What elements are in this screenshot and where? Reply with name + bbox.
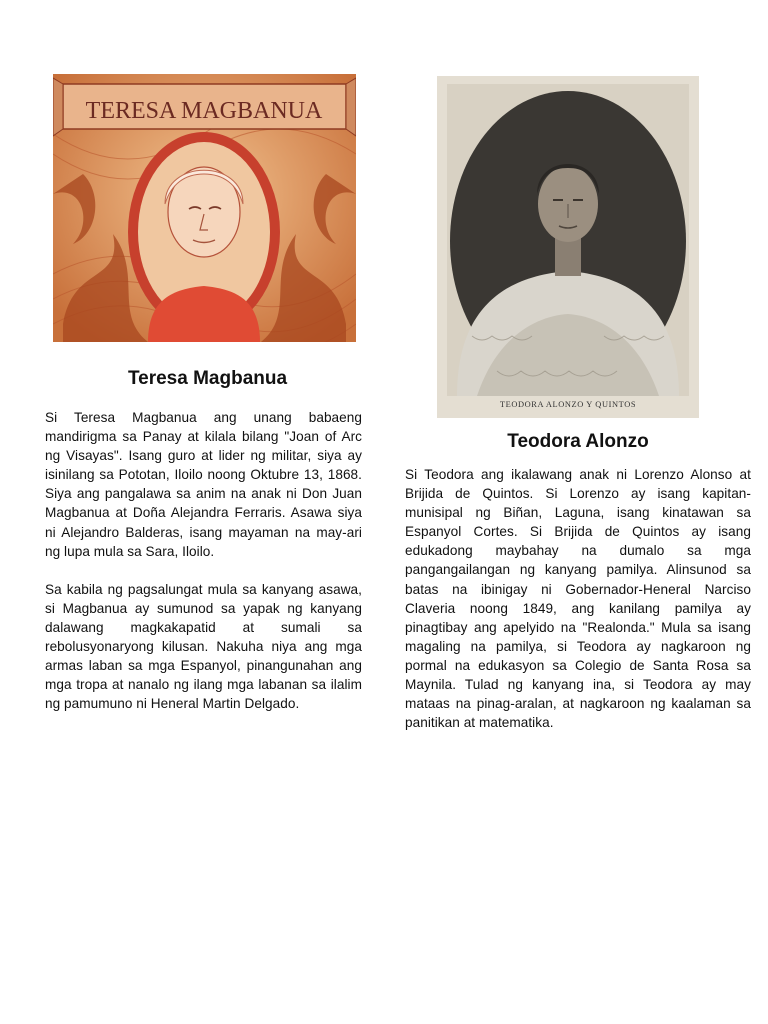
vintage-photo-illustration (437, 76, 699, 418)
teresa-paragraph-1: Si Teresa Magbanua ang unang babaeng mandirigma sa Panay at kilala bilang "Joan of Arc ng Visayas". Isang guro at lider ng militar, siya ay isinilang sa Pototan, Iloilo noong Oktubre 13, 1868. Siya ang pangalawa sa anim na anak ni Don Juan Magbanua at Doña Alejandra Ferraris. Asawa siya ni Alejandro Balderas, isang mayaman na may-ari ng lupa mula sa Sara, Iloilo. (45, 410, 362, 559)
teresa-magbanua-banknote-image (53, 74, 356, 342)
column-teresa-magbanua (45, 74, 362, 713)
teodora-alonzo-photo (437, 76, 699, 418)
column-teodora-alonzo (405, 76, 751, 732)
teodora-paragraph-1: Si Teodora ang ikalawang anak ni Lorenzo Alonso at Brijida de Quintos. Si Lorenzo ay isang kapitan-munisipal ng Biñan, Laguna, isang kinatawan sa Espanyol Cortes. Si Brijida de Quintos ay isang edukadong maybahay na dumalo sa mga pangangailangan ng kanyang pamilya. Alinsunod sa batas na ibinigay ni Gobernador-Heneral Narciso Claveria noong 1849, ang kanilang pamilya ay pinagtibay ang apelyido na "Realonda." Mula sa isang magaling na pamilya, si Teodora ay nagkaroon ng pormal na edukasyon sa Colegio de Santa Rosa sa Maynila. Tulad ng kanyang ina, si Teodora ay may mataas na pinag-aralan, at nagkaroon ng kaalaman sa panitikan at matematika. (405, 467, 751, 731)
banknote-illustration (53, 74, 356, 342)
photo-caption: TEODORA ALONZO Y QUINTOS (499, 400, 637, 409)
banner-text: TERESA MAGBANUA (85, 98, 323, 124)
teresa-magbanua-heading: Teresa Magbanua (127, 368, 288, 389)
teresa-paragraph-2: Sa kabila ng pagsalungat mula sa kanyang asawa, si Magbanua ay sumunod sa yapak ng kanyang dalawang magkakapatid at sumali sa rebolusyonaryong kilusan. Nakuha niya ang mga armas laban sa mga Espanyol, pinangunahan ang mga tropa at nanalo ng ilang mga labanan sa ilalim ng pamumuno ni Heneral Martin Delgado. (45, 581, 362, 712)
teodora-alonzo-heading: Teodora Alonzo (507, 431, 649, 452)
